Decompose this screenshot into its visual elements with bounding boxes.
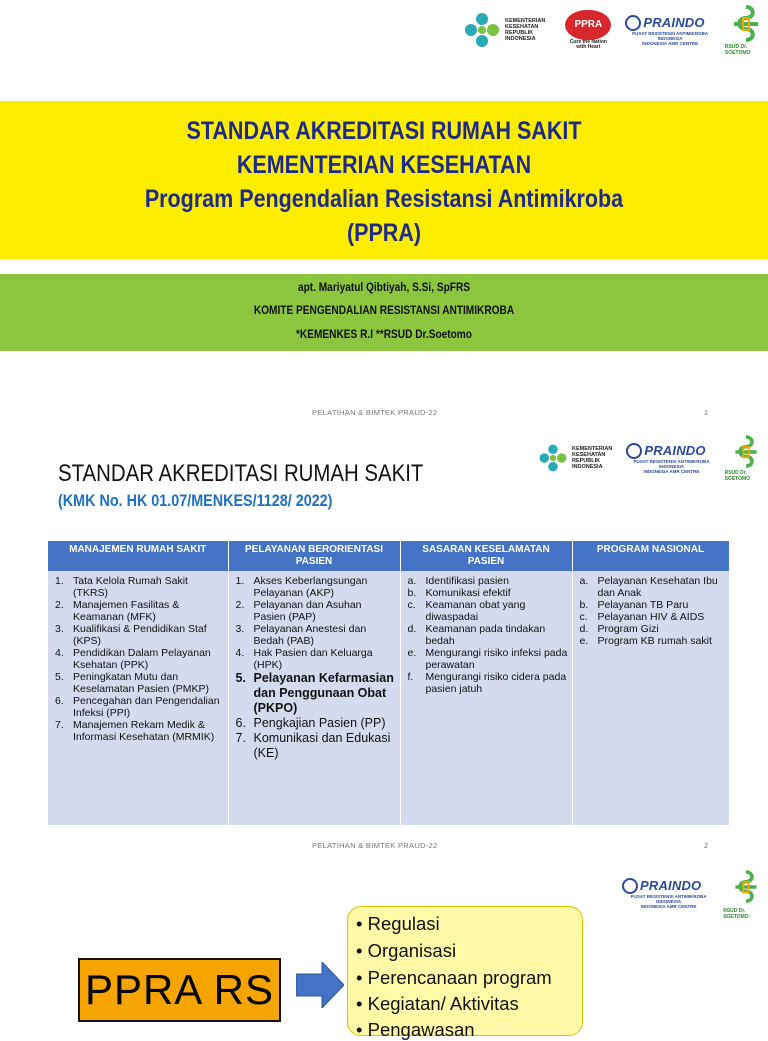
column-header: PROGRAM NASIONAL — [572, 541, 729, 571]
column-header: PELAYANAN BERORIENTASI PASIEN — [228, 541, 400, 571]
bullet-item: • Kegiatan/ Aktivitas — [356, 993, 519, 1014]
list-item: 7. Manajemen Rekam Medik & Informasi Kesehatan (MRMIK) — [55, 719, 215, 743]
bullet-item: • Perencanaan program — [356, 967, 552, 988]
kemenkes-icon — [538, 443, 568, 473]
slide2-logo-bar — [538, 434, 768, 482]
list-item: b. Komunikasi efektif — [407, 587, 511, 599]
item-list — [404, 575, 569, 695]
ppra-logo — [565, 10, 611, 51]
list-item: b. Pelayanan TB Paru — [579, 599, 689, 611]
standards-table — [48, 541, 730, 825]
kemenkes-line: REPUBLIK — [505, 30, 534, 36]
praindo-logo — [625, 15, 715, 46]
slide2-footer: PELATIHAN & BIMTEK PRAUD-22 — [312, 841, 438, 850]
title-band — [0, 101, 768, 259]
ppra-badge: PPRA — [565, 10, 611, 40]
title-line-2: KEMENTERIAN KESEHATAN — [236, 151, 532, 179]
kemenkes-line: KESEHATAN — [572, 452, 606, 458]
ppra-tagline: with Heart — [576, 44, 601, 50]
bullet-item: • Organisasi — [356, 940, 457, 961]
soetomo-logo — [725, 434, 768, 482]
author-committee: KOMITE PENGENDALIAN RESISTANSI ANTIMIKROBA — [253, 305, 515, 317]
slide1-page-number: 1 — [704, 408, 709, 417]
list-item: 7. Komunikasi dan Edukasi (KE) — [235, 731, 391, 760]
kemenkes-line: KEMENTERIAN — [505, 18, 546, 24]
soetomo-emblem-icon — [731, 866, 761, 908]
soetomo-emblem-icon — [731, 434, 761, 470]
kemenkes-logo — [463, 11, 545, 49]
list-item: 3. Kualifikasi & Pendidikan Staf (KPS) — [55, 623, 207, 647]
list-item: e. Program KB rumah sakit — [579, 635, 712, 647]
praindo-logo — [622, 878, 715, 909]
bullet-item: • Pengawasan — [356, 1019, 475, 1040]
list-item: 1. Akses Keberlangsungan Pelayanan (AKP) — [235, 575, 368, 599]
praindo-subtitle: PUSAT RESISTENSI ANTIMIKROBA INDONESIA — [632, 30, 709, 41]
kemenkes-line: KESEHATAN — [505, 24, 539, 30]
globe-icon — [622, 878, 638, 894]
kemenkes-logo — [538, 443, 612, 473]
praindo-subtitle: INDONESIA AMR CENTRE — [643, 468, 700, 474]
author-name: apt. Mariyatul Qibtiyah, S.Si, SpFRS — [297, 282, 471, 294]
title-line-4: (PPRA) — [346, 219, 422, 247]
soetomo-label: RSUD Dr. SOETOMO — [723, 908, 749, 920]
title-line-3: Program Pengendalian Resistansi Antimikroba — [144, 185, 624, 213]
list-item: c. Pelayanan HIV & AIDS — [579, 611, 705, 623]
praindo-subtitle: INDONESIA AMR CENTRE — [640, 903, 697, 909]
list-item: f. Mengurangi risiko cidera pada pasien jatuh — [407, 671, 567, 695]
soetomo-label: RSUD Dr. SOETOMO — [724, 470, 751, 482]
slide2-subtitle: (KMK No. HK 01.07/MENKES/1128/ 2022) — [58, 492, 333, 510]
list-item: 4. Pendidikan Dalam Pelayanan Ksehatan (PPK) — [55, 647, 211, 671]
item-list — [232, 575, 397, 761]
column-cell-program — [572, 571, 729, 825]
praindo-subtitle: INDONESIA AMR CENTRE — [642, 40, 699, 46]
slide2-title: STANDAR AKREDITASI RUMAH SAKIT — [58, 460, 424, 487]
list-item: a. Pelayanan Kesehatan Ibu dan Anak — [579, 575, 718, 599]
column-header: MANAJEMEN RUMAH SAKIT — [48, 541, 228, 571]
kemenkes-icon — [463, 11, 501, 49]
kemenkes-line: INDONESIA — [572, 464, 603, 470]
column-cell-manajemen — [48, 571, 228, 825]
list-item: 2. Pelayanan dan Asuhan Pasien (PAP) — [235, 599, 362, 623]
ppra-rs-box: PPRA RS — [78, 958, 281, 1022]
column-cell-sasaran — [400, 571, 572, 825]
kemenkes-line: REPUBLIK — [572, 458, 601, 464]
list-item: 1. Tata Kelola Rumah Sakit (TKRS) — [55, 575, 188, 599]
soetomo-logo — [725, 4, 768, 56]
slide3-logo-bar — [622, 866, 768, 920]
ppra-components-box — [347, 906, 583, 1040]
list-item: d. Keamanan pada tindakan bedah — [407, 623, 546, 647]
praindo-subtitle: PUSAT RESISTENSI ANTIMIKROBA INDONESIA — [630, 893, 707, 904]
list-item: 5. Peningkatan Mutu dan Keselamatan Pasien (PMKP) — [55, 671, 209, 695]
column-cell-pelayanan — [228, 571, 400, 825]
praindo-wordmark: PRAINDO — [640, 878, 702, 893]
slide1-logo-bar — [463, 4, 768, 56]
item-list — [576, 575, 726, 647]
soetomo-emblem-icon — [729, 4, 763, 44]
item-list — [51, 575, 225, 743]
list-item: 6. Pencegahan dan Pengendalian Infeksi (PPI) — [55, 695, 220, 719]
list-item: d. Program Gizi — [579, 623, 659, 635]
list-item: 6. Pengkajian Pasien (PP) — [235, 716, 386, 730]
kemenkes-line: KEMENTERIAN — [572, 446, 613, 452]
praindo-wordmark: PRAINDO — [644, 443, 706, 458]
slide2-page-number: 2 — [704, 841, 709, 850]
title-line-1: STANDAR AKREDITASI RUMAH SAKIT — [186, 117, 582, 145]
list-item: 2. Manajemen Fasilitas & Keamanan (MFK) — [55, 599, 180, 623]
soetomo-logo — [723, 866, 768, 920]
list-item: c. Keamanan obat yang diwaspadai — [407, 599, 526, 623]
right-arrow-icon — [296, 962, 344, 1008]
list-item: e. Mengurangi risiko infeksi pada perawatan — [407, 647, 568, 671]
praindo-subtitle: PUSAT RESISTENSI ANTIMIKROBA INDONESIA — [633, 458, 710, 469]
list-item: a. Identifikasi pasien — [407, 575, 509, 587]
soetomo-label: RSUD Dr. SOETOMO — [724, 44, 751, 56]
slide1-footer: PELATIHAN & BIMTEK PRAUD-22 — [312, 408, 438, 417]
author-band — [0, 274, 768, 351]
globe-icon — [626, 443, 642, 459]
bullet-item: • Regulasi — [356, 913, 440, 934]
globe-icon — [625, 15, 641, 31]
kemenkes-line: INDONESIA — [505, 36, 536, 42]
author-affiliation: *KEMENKES R.I **RSUD Dr.Soetomo — [295, 329, 472, 341]
praindo-wordmark: PRAINDO — [643, 15, 705, 30]
ppra-tagline: Cure the Nation — [569, 38, 607, 45]
praindo-logo — [626, 443, 716, 474]
list-item: 4. Hak Pasien dan Keluarga (HPK) — [235, 647, 373, 671]
list-item-highlighted: 5. Pelayanan Kefarmasian dan Penggunaan Obat (PKPO) — [235, 671, 394, 715]
list-item: 3. Pelayanan Anestesi dan Bedah (PAB) — [235, 623, 367, 647]
column-header: SASARAN KESELAMATAN PASIEN — [400, 541, 572, 571]
